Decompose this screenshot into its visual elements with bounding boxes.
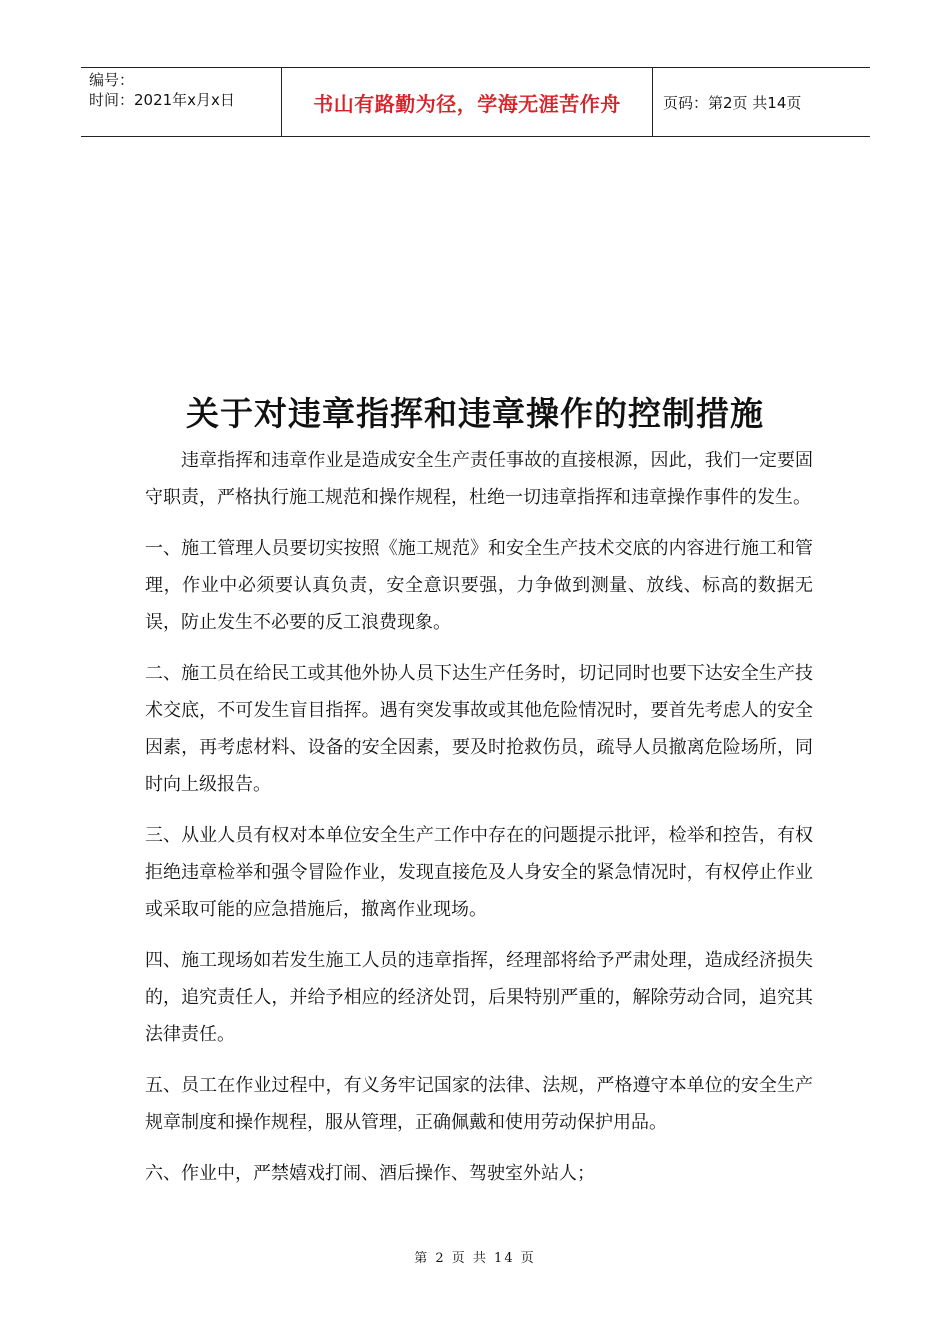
header-info-cell [81,68,281,136]
document-body [145,442,813,1206]
paragraph-item-2: 二、施工员在给民工或其他外协人员下达生产任务时，切记同时也要下达安全生产技术交底，不可发生盲目指挥。遇有突发事故或其他危险情况时，要首先考虑人的安全因素，再考虑材料、设备的安全因素，要及时抢救伤员，疏导人员撤离危险场所，同时向上级报告。 [145,663,813,795]
paragraph-item-5: 五、员工在作业过程中，有义务牢记国家的法律、法规，严格遵守本单位的安全生产规章制度和操作规程，服从管理，正确佩戴和使用劳动保护用品。 [145,1075,813,1133]
paragraph-item-3: 三、从业人员有权对本单位安全生产工作中存在的问题提示批评，检举和控告，有权拒绝违章检举和强令冒险作业，发现直接危及人身安全的紧急情况时，有权停止作业或采取可能的应急措施后，撤离作业现场。 [145,825,813,920]
header-page-label: 页码：第2页 共14页 [663,93,802,112]
paragraph-intro: 违章指挥和违章作业是造成安全生产责任事故的直接根源，因此，我们一定要固守职责，严格执行施工规范和操作规程，杜绝一切违章指挥和违章操作事件的发生。 [145,450,813,508]
document-title: 关于对违章指挥和违章操作的控制措施 [186,394,764,433]
document-number-label: 编号： [89,71,135,89]
paragraph-item-4: 四、施工现场如若发生施工人员的违章指挥，经理部将给予严肃处理，造成经济损失的，追究责任人，并给予相应的经济处罚，后果特别严重的，解除劳动合同，追究其法律责任。 [145,950,813,1045]
header-table [81,67,870,137]
document-time-label: 时间：2021年x月x日 [89,91,235,109]
paragraph-item-6: 六、作业中，严禁嬉戏打闹、酒后操作、驾驶室外站人； [145,1163,595,1184]
paragraph-item-1: 一、施工管理人员要切实按照《施工规范》和安全生产技术交底的内容进行施工和管理，作业中必须要认真负责，安全意识要强，力争做到测量、放线、标高的数据无误，防止发生不必要的反工浪费现象。 [145,538,813,633]
page-footer: 第 2 页 共 14 页 [414,1251,536,1266]
header-motto: 书山有路勤为径，学海无涯苦作舟 [281,68,653,136]
